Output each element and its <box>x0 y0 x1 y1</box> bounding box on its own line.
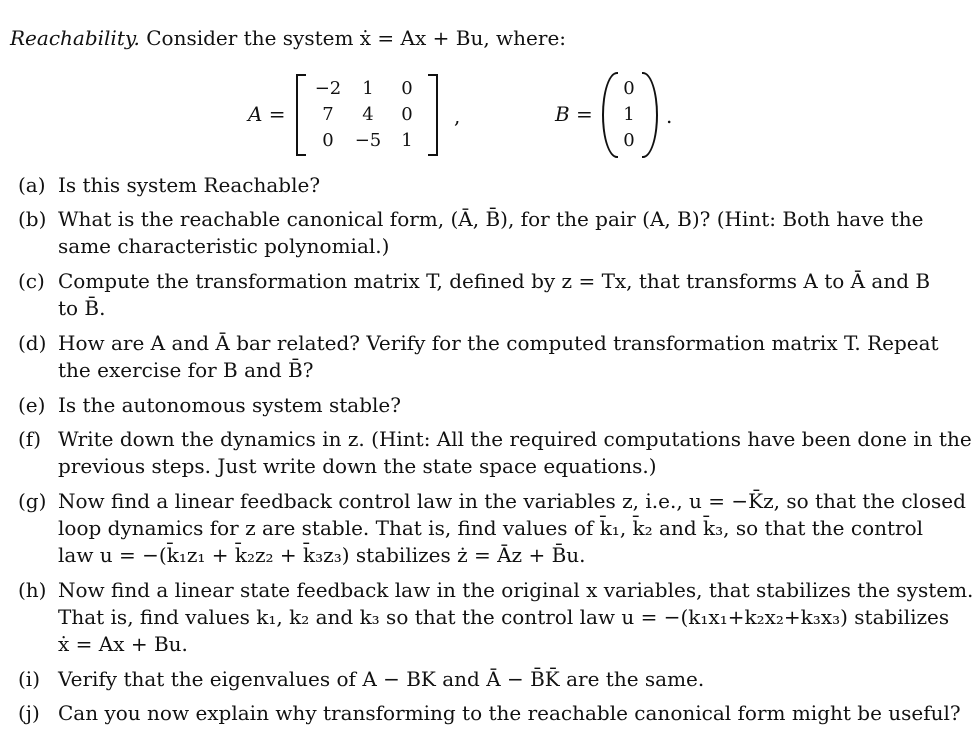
matrix-a-right-bracket <box>428 74 438 156</box>
matrix-b-cell: 0 <box>623 78 635 99</box>
matrix-a-cell: 0 <box>322 130 334 151</box>
question-item <box>18 666 928 693</box>
question-text-line: the exercise for B and B̄? <box>58 358 314 382</box>
question-text-line: same characteristic polynomial.) <box>58 234 390 258</box>
question-text <box>58 426 972 480</box>
question-text <box>58 488 966 569</box>
matrix-a-left-bracket <box>296 74 306 156</box>
matrix-a-cell: 0 <box>401 104 413 125</box>
question-text-line: loop dynamics for z are stable. That is, find values of k̄₁, k̄₂ and k̄₃, so that the control <box>58 516 924 540</box>
matrix-b-period: . <box>666 104 673 128</box>
question-label: (h) <box>18 578 47 602</box>
matrix-b-cell: 0 <box>623 130 635 151</box>
question-text-line: That is, find values k₁, k₂ and k₃ so that the control law u = −(k₁x₁+k₂x₂+k₃x₃) stabilizes <box>58 605 950 629</box>
question-text <box>58 268 931 322</box>
question-text <box>58 330 939 384</box>
matrix-a-cell: −5 <box>354 130 382 151</box>
question-item <box>18 172 928 199</box>
question-text <box>58 392 928 419</box>
question-item <box>18 577 974 658</box>
question-item <box>18 426 972 480</box>
matrix-b-label: B = <box>555 102 593 126</box>
question-text-line: Compute the transformation matrix T, defined by z = Tx, that transforms A to Ā and B <box>58 269 931 293</box>
matrix-a-cell: 1 <box>362 78 374 99</box>
section-title: Reachability. <box>10 26 140 50</box>
intro-paragraph <box>10 24 566 52</box>
question-label: (d) <box>18 331 47 355</box>
question-label: (c) <box>18 269 45 293</box>
matrix-a-cell: 4 <box>362 104 374 125</box>
question-item <box>18 488 966 569</box>
question-label: (b) <box>18 207 47 231</box>
question-label: (f) <box>18 427 42 451</box>
question-item <box>18 392 928 419</box>
question-text-line: Is the autonomous system stable? <box>58 393 401 417</box>
matrix-b-left-paren <box>602 72 618 158</box>
question-text-line: law u = −(k̄₁z₁ + k̄₂z₂ + k̄₃z₃) stabilizes ż = Āz + B̄u. <box>58 543 586 567</box>
question-text-line: previous steps. Just write down the state space equations.) <box>58 454 657 478</box>
question-item <box>18 700 961 727</box>
question-text <box>58 172 928 199</box>
question-text-line: Can you now explain why transforming to the reachable canonical form might be useful? <box>58 701 961 725</box>
question-text-line: Write down the dynamics in z. (Hint: All the required computations have been done in the <box>58 427 972 451</box>
question-item <box>18 330 939 384</box>
question-label: (j) <box>18 701 40 725</box>
matrix-a-label: A = <box>248 102 286 126</box>
matrix-a-comma: , <box>454 104 461 128</box>
intro-text-post: , where: <box>483 26 567 50</box>
question-text <box>58 666 928 693</box>
question-text-line: ẋ = Ax + Bu. <box>58 632 188 656</box>
matrix-b <box>618 76 640 154</box>
question-text-line: Now find a linear state feedback law in the original x variables, that stabilizes the system. <box>58 578 974 602</box>
question-item <box>18 206 928 260</box>
question-text-line: Now find a linear feedback control law in the variables z, i.e., u = −K̄z, so that the closed <box>58 489 966 513</box>
matrix-a-cell: −2 <box>314 78 342 99</box>
matrix-b-right-paren <box>642 72 658 158</box>
question-label: (a) <box>18 173 46 197</box>
question-text-line: Is this system Reachable? <box>58 173 321 197</box>
matrix-a-cell: 1 <box>401 130 413 151</box>
question-text-line: to B̄. <box>58 296 106 320</box>
system-equation: ẋ = Ax + Bu <box>359 26 484 50</box>
question-text-line: How are A and Ā bar related? Verify for the computed transformation matrix T. Repeat <box>58 331 939 355</box>
question-label: (i) <box>18 667 41 691</box>
matrix-b-cell: 1 <box>623 104 635 125</box>
question-text-line: What is the reachable canonical form, (Ā, B̄), for the pair (A, B)? (Hint: Both have the <box>58 207 924 231</box>
question-text-line: Verify that the eigenvalues of A − BK and Ā − B̄K̄ are the same. <box>58 667 705 691</box>
question-text <box>58 577 974 658</box>
matrix-a-cell: 0 <box>401 78 413 99</box>
question-item <box>18 268 931 322</box>
question-text <box>58 206 928 260</box>
question-label: (g) <box>18 489 47 513</box>
intro-text-pre: Consider the system <box>146 26 360 50</box>
question-text <box>58 700 961 727</box>
matrix-a-cell: 7 <box>322 104 334 125</box>
matrix-a <box>310 76 424 154</box>
matrix-definitions <box>0 70 980 160</box>
question-label: (e) <box>18 393 46 417</box>
